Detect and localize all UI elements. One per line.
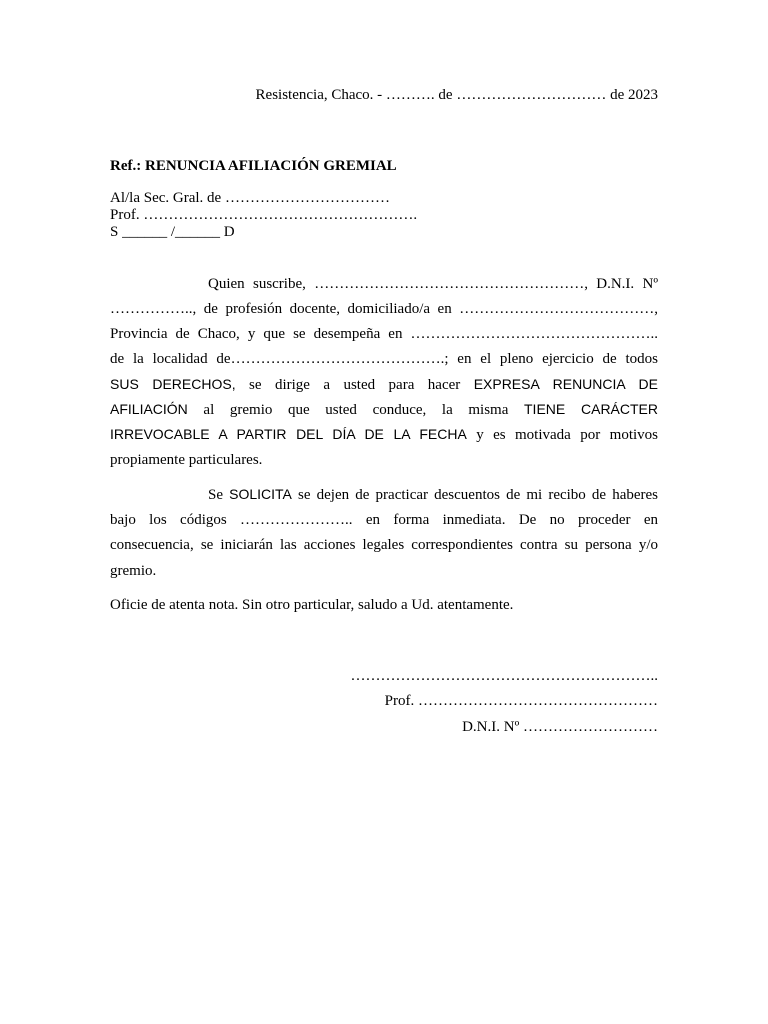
reference-label: Ref.: [110,158,142,174]
afiliacion-text: AFILIACIÓN [110,401,188,417]
p1-line-7-end: y es motivada por motivos [466,427,658,443]
p1-line-6 [110,400,658,419]
reference-line [110,157,397,175]
recipient-line-1: Al/la Sec. Gral. de …………………………… [110,190,390,206]
derechos-text: SUS DERECHOS, [110,376,236,392]
place-date-line: Resistencia, Chaco. - ………. de ………………………… de 2023 [255,87,658,103]
tiene-caracter-text: TIENE CARÁCTER [524,401,659,417]
closing-line: Oficie de atenta nota. Sin otro particular, saludo a Ud. atentamente. [110,597,514,613]
p1-line-6-middle: al gremio que usted conduce, la misma [187,402,524,418]
reference-subject: RENUNCIA AFILIACIÓN GREMIAL [144,158,397,174]
p1-line-5-middle: se dirige a usted para hacer [235,377,474,393]
p2-line-1-end: se dejen de practicar descuentos de mi recibo de haberes [291,487,659,503]
signature-prof: Prof. ………………………………………… [384,693,658,709]
irrevocable-text: IRREVOCABLE A PARTIR DEL DÍA DE LA FECHA [110,426,467,442]
p1-line-4: de la localidad de…………………………………….; en el pleno ejercicio de todos [110,351,658,367]
expresa-renuncia-text: EXPRESA RENUNCIA DE [473,376,658,392]
p1-line-8: propiamente particulares. [110,452,263,468]
solicita-text: SOLICITA [229,486,292,502]
p2-line-3: consecuencia, se iniciarán las acciones legales correspondientes contra su persona y/o [110,537,658,553]
signature-dots: …………………………………………………….. [350,668,658,684]
p1-line-1: Quien suscribe, ………………………………………………, D.N.I. Nº [208,276,658,292]
p1-line-7 [110,425,658,444]
p2-line-1-start: Se [208,487,230,503]
p1-line-3: Provincia de Chaco, y que se desempeña en ………………………………………….. [110,326,658,342]
recipient-line-2: Prof. ………………………………………………. [110,207,418,223]
p1-line-2: …………….., de profesión docente, domiciliado/a en …………………………………, [110,301,658,317]
p2-line-1 [208,485,658,504]
recipient-line-3: S ______ /______ D [110,224,235,240]
p1-line-5 [110,375,658,394]
p2-line-2: bajo los códigos ………………….. en forma inmediata. De no proceder en [110,512,658,528]
p2-line-4: gremio. [110,563,157,579]
signature-dni: D.N.I. Nº ……………………… [462,719,658,735]
